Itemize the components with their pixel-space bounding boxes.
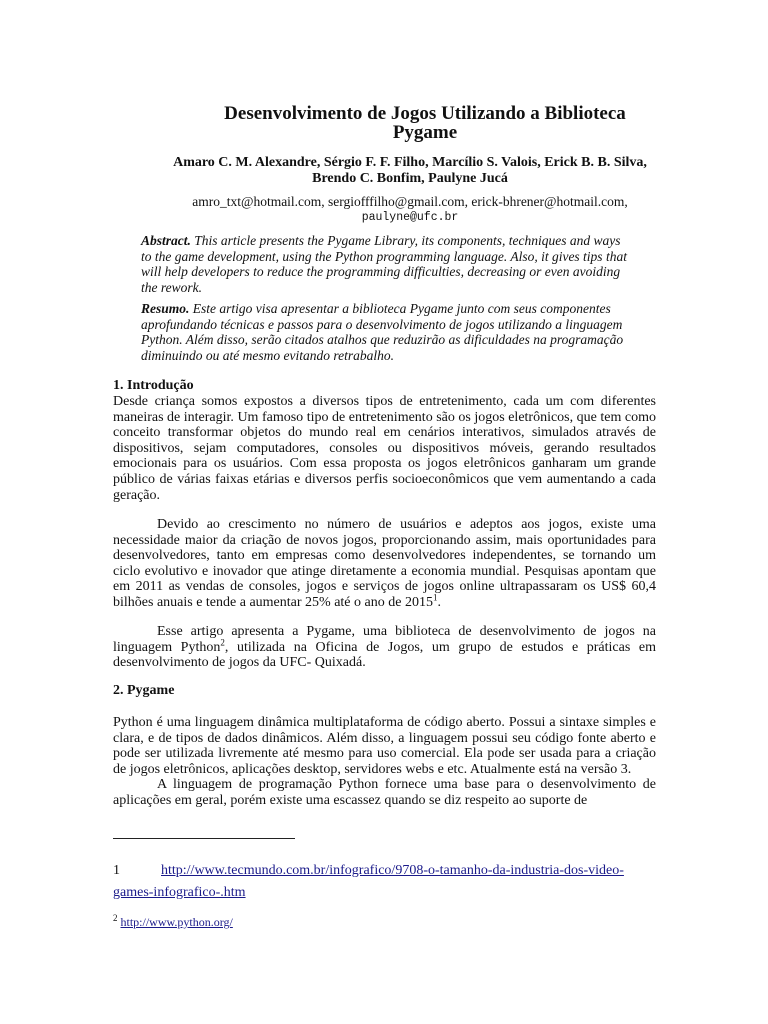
intro-p3-text-a: Esse artigo apresenta a Pygame, uma biblioteca de desenvolvimento de jogos na linguagem Python — [113, 624, 656, 655]
paper-title — [130, 104, 720, 142]
author-list — [100, 155, 720, 187]
intro-p1-text: Desde criança somos expostos a diversos tipos de entretenimento, cada um com diferentes maneiras de interagir. Um famoso tipo de entretenimento são os jogos eletrônicos, que tem como conceito transformar objetos do mundo real em cenários interativos, simulados através de dispositivos, sejam computadores, consoles ou dispositivos móveis, gerando resultados emocionais para os usuários. Com essa proposta os jogos eletrônicos ganharam um grande público de várias faixas etárias e diversos perfis socioeconômicos que vem aumentando a cada geração. — [113, 394, 656, 503]
footnote-1 — [113, 860, 656, 904]
intro-paragraph-3 — [113, 624, 656, 671]
resumo-label: Resumo. — [141, 301, 190, 316]
intro-p2-text: Devido ao crescimento no número de usuários e adeptos aos jogos, existe uma necessidade maior da criação de novos jogos, proporcionando assim, mais oportunidades para desenvolvedores, tanto em empresas como desenvolvedores independentes, se tornando um ciclo evolutivo e inovador que atinge diretamente a economia mundial. Pesquisas apontam que em 2011 as vendas de consoles, jogos e serviços de jogos online ultrapassaram os US$ 60,4 bilhões anuais e tende a aumentar 25% até o ano de 2015 — [113, 517, 656, 610]
footnote-ref-1[interactable]: 1 — [432, 592, 438, 603]
intro-p2-end: . — [437, 594, 441, 610]
footnote-ref-2[interactable]: 2 — [220, 636, 225, 647]
pygame-p2-text: A linguagem de programação Python fornece uma base para o desenvolvimento de aplicações em geral, porém existe uma escassez quando se diz respeito ao suporte de — [113, 777, 656, 808]
intro-paragraph-1 — [113, 394, 656, 503]
footnote-2-number: 2 — [113, 913, 118, 923]
resumo-block — [141, 301, 629, 363]
footnote-1-number: 1 — [113, 863, 120, 878]
author-emails — [100, 194, 720, 226]
footnote-2 — [113, 914, 233, 930]
resumo-text: Este artigo visa apresentar a biblioteca Pygame junto com seus componentes aprofundando técnicas e passos para o desenvolvimento de jogos utilizando a linguagem Python. Além disso, serão citados atalhos que reduzirão as dificuldades na programação diminuindo ou até mesmo evitando retrabalho. — [141, 301, 624, 363]
footnote-2-link[interactable]: http://www.python.org/ — [120, 915, 233, 929]
authors-line-1: Amaro C. M. Alexandre, Sérgio F. F. Filho, Marcílio S. Valois, Erick B. B. Silva, — [173, 155, 647, 170]
authors-line-2: Brendo C. Bonfim, Paulyne Jucá — [312, 171, 508, 186]
emails-line-1: amro_txt@hotmail.com, sergiofffilho@gmail.com, erick-bhrener@hotmail.com, — [192, 194, 628, 209]
footnote-separator — [113, 838, 295, 839]
title-line-1: Desenvolvimento de Jogos Utilizando a Biblioteca — [224, 103, 626, 124]
intro-p3-text-b: , utilizada na Oficina de Jogos, um grupo de estudos e práticas em desenvolvimento de jogos da UFC- Quixadá. — [113, 639, 656, 671]
emails-line-2: paulyne@ufc.br — [361, 211, 459, 224]
abstract-label: Abstract. — [141, 233, 191, 248]
pygame-p1-text: Python é uma linguagem dinâmica multiplataforma de código aberto. Possui a sintaxe simples e clara, e de tipos de dados dinâmicos. Além disso, a linguagem possui seu código fonte aberto e pode ser utilizada livremente até mesmo para uso comercial. Ela pode ser usada para a criação de jogos eletrônicos, aplicações desktop, servidores webs e etc. Atualmente está na versão 3. — [113, 715, 656, 777]
footnote-1-link[interactable]: http://www.tecmundo.com.br/infografico/9708-o-tamanho-da-industria-dos-video-games-infografico-.htm — [113, 863, 624, 900]
section-heading-introducao: 1. Introdução — [113, 378, 194, 393]
abstract-block — [141, 233, 629, 295]
pygame-paragraph-1 — [113, 715, 656, 809]
section-heading-pygame: 2. Pygame — [113, 683, 175, 698]
title-line-2: Pygame — [392, 122, 458, 143]
abstract-text: This article presents the Pygame Library, its components, techniques and ways to the game development, using the Python programming language. Also, it gives tips that will help developers to reduce the programming difficulties, decreasing or even avoiding the rework. — [141, 233, 627, 295]
intro-paragraph-2 — [113, 517, 656, 611]
